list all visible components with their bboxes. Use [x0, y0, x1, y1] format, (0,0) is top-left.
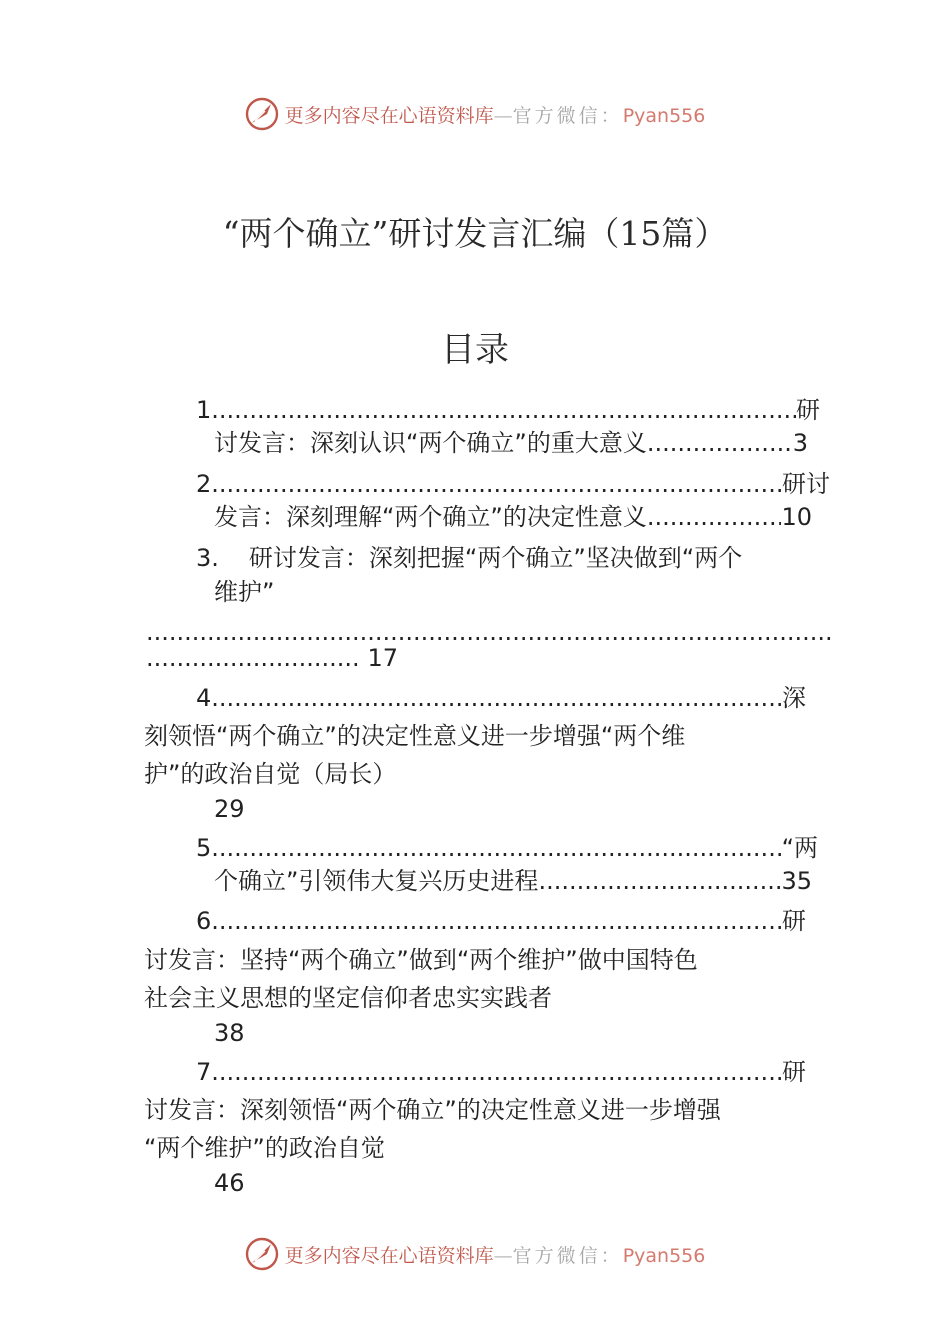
watermark-dash: —	[493, 104, 513, 127]
toc-page-number: 46	[214, 1169, 245, 1197]
toc-entry-number: 5.	[196, 834, 219, 862]
watermark-wechat-id: Pyan556	[622, 104, 706, 127]
toc-entry-text: 讨发言：深刻领悟“两个确立”的决定性意义进一步增强	[144, 1096, 721, 1124]
leader-dots	[219, 905, 782, 937]
toc-entry-number: 6.	[196, 907, 219, 935]
leader-dots	[219, 468, 782, 500]
toc-entry-4-page[interactable]	[214, 793, 245, 825]
toc-entry-number: 4.	[196, 684, 219, 712]
footer-watermark	[0, 1234, 950, 1274]
toc-entry-6-line3[interactable]	[144, 982, 552, 1014]
watermark-library-name: 更多内容尽在心语资料库	[284, 1244, 494, 1267]
toc-entry-2-line1[interactable]	[196, 468, 830, 500]
toc-entry-text: 社会主义思想的坚定信仰者忠实实践者	[144, 984, 552, 1012]
toc-entry-text: 讨发言：深刻认识“两个确立”的重大意义	[214, 429, 647, 457]
watermark-text	[285, 1241, 706, 1268]
toc-entry-text: 维护”	[214, 578, 275, 606]
toc-entry-5-line1[interactable]	[196, 832, 818, 864]
toc-entry-text: 发言：深刻理解“两个确立”的决定性意义	[214, 503, 647, 531]
leader-dots	[219, 832, 782, 864]
quill-logo-icon	[245, 1237, 279, 1271]
watermark-dash: —	[493, 1244, 513, 1267]
toc-entry-2-line2[interactable]	[214, 501, 812, 533]
toc-entry-7-page[interactable]	[214, 1167, 245, 1199]
toc-entry-7-line1[interactable]	[196, 1056, 806, 1088]
toc-entry-3-line1[interactable]	[196, 542, 742, 574]
document-title: “两个确立”研讨发言汇编（15篇）	[222, 214, 728, 253]
toc-entry-4-line3[interactable]	[144, 758, 396, 790]
toc-entry-text: 护”的政治自觉（局长）	[144, 760, 397, 788]
leader-dots	[219, 1056, 782, 1088]
toc-entry-4-line1[interactable]	[196, 682, 806, 714]
toc-entry-text: 刻领悟“两个确立”的决定性意义进一步增强“两个维	[144, 722, 686, 750]
toc-entry-6-line1[interactable]	[196, 905, 806, 937]
toc-page-number: 17	[367, 644, 398, 672]
toc-entry-4-line2[interactable]	[144, 720, 685, 752]
toc-entry-3-line4[interactable]	[146, 642, 398, 674]
leader-dots	[146, 642, 359, 674]
watermark-wechat-id: Pyan556	[622, 1244, 706, 1267]
watermark-label: 官方微信：	[512, 1244, 623, 1267]
leader-dots	[647, 427, 793, 459]
leader-dots	[219, 682, 782, 714]
toc-entry-1-line1[interactable]	[196, 394, 820, 426]
toc-entry-text: “两	[781, 834, 818, 862]
leader-dots	[647, 501, 782, 533]
toc-entry-1-line2[interactable]	[214, 427, 808, 459]
toc-entry-text: 研	[782, 907, 806, 935]
toc-entry-5-line2[interactable]	[214, 865, 812, 897]
toc-entry-number: 3.	[196, 544, 219, 572]
watermark-text	[285, 101, 706, 128]
toc-entry-text: 研	[796, 396, 820, 424]
toc-page-number: 10	[781, 503, 812, 531]
toc-entry-number: 1.	[196, 396, 219, 424]
toc-entry-text: 讨发言：坚持“两个确立”做到“两个维护”做中国特色	[144, 946, 698, 974]
toc-page-number: 29	[214, 795, 245, 823]
toc-entry-text: 研讨发言：深刻把握“两个确立”坚决做到“两个	[248, 544, 743, 572]
toc-entry-text: “两个维护”的政治自觉	[144, 1134, 385, 1162]
toc-entry-7-line2[interactable]	[144, 1094, 721, 1126]
toc-heading: 目录	[441, 330, 509, 370]
watermark-library-name: 更多内容尽在心语资料库	[284, 104, 494, 127]
toc-page-number: 35	[781, 867, 812, 895]
toc-entry-3-line2[interactable]	[214, 576, 274, 608]
toc-entry-text: 个确立”引领伟大复兴历史进程	[214, 867, 539, 895]
toc-entry-6-line2[interactable]	[144, 944, 698, 976]
toc-entry-7-line3[interactable]	[144, 1132, 385, 1164]
toc-entry-text: 深	[782, 684, 806, 712]
quill-logo-icon	[245, 97, 279, 131]
header-watermark	[0, 94, 950, 134]
watermark-label: 官方微信：	[512, 104, 623, 127]
toc-entry-text: 研讨	[782, 470, 830, 498]
toc-entry-number: 7.	[196, 1058, 219, 1086]
toc-page-number: 3	[792, 429, 808, 457]
toc-entry-text: 研	[782, 1058, 806, 1086]
toc-page-number: 38	[214, 1019, 245, 1047]
toc-entry-6-page[interactable]	[214, 1017, 245, 1049]
toc-entry-number: 2.	[196, 470, 219, 498]
leader-dots	[538, 865, 781, 897]
leader-dots	[219, 394, 796, 426]
